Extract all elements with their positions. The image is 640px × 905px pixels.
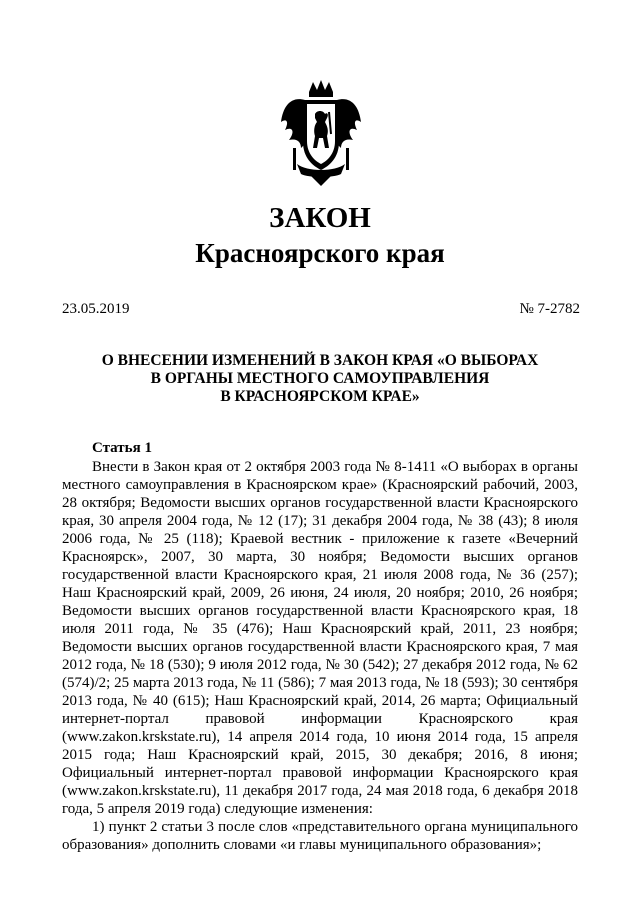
article-body [62, 458, 578, 854]
coat-of-arms-icon [279, 78, 363, 188]
document-title: ЗАКОН [269, 202, 371, 234]
law-title-line: В ОРГАНЫ МЕСТНОГО САМОУПРАВЛЕНИЯ [150, 370, 490, 387]
paragraph: 1) пункт 2 статьи 3 после слов «представительного органа муниципального образования» дополнить словами «и главы муниципального образования»; [62, 819, 578, 853]
document-subtitle: Красноярского края [195, 238, 445, 268]
article-heading: Статья 1 [92, 440, 152, 456]
paragraph: Внести в Закон края от 2 октября 2003 года № 8-1411 «О выборах в органы местного самоуправления в Красноярском крае» (Красноярский рабочий, 2003, 28 октября; Ведомости высших органов государственной власти Красноярского края, 30 апреля 2004 года, № 12 (17); 31 декабря 2004 года, № 38 (43); 8 июля 2006 года, № 25 (118); Краевой вестник - приложение к газете «Вечерний Красноярск», 2007, 30 марта, 30 ноября; Ведомости высших органов государственной власти Красноярского края, 21 июля 2008 года, № 36 (257); Наш Красноярский край, 2009, 26 июня, 24 июля, 20 ноября; 2010, 26 ноября; Ведомости высших органов государственной власти Красноярского края, 18 июля 2011 года, № 35 (476); Наш Красноярский край, 2011, 23 ноября; Ведомости высших органов государственной власти Красноярского края, 7 мая 2012 года, № 18 (530); 9 июля 2012 года, № 30 (542); 27 декабря 2012 года, № 62 (574)/2; 25 марта 2013 года, № 11 (586); 7 мая 2013 года, № 18 (593); 30 сентября 2013 года, № 40 (615); Наш Красноярский край, 2014, 26 марта; Официальный интернет-портал правовой информации Красноярского края (www.zakon.krskstate.ru), 14 апреля 2014 года, 10 июня 2014 года, 15 апреля 2015 года; Наш Красноярский край, 2015, 30 декабря; 2016, 8 июня; Официальный интернет-портал правовой информации Красноярского края (www.zakon.krskstate.ru), 11 декабря 2017 года, 24 мая 2018 года, 6 декабря 2018 года, 5 апреля 2019 года) следующие изменения: [62, 459, 578, 817]
law-title-line: В КРАСНОЯРСКОМ КРАЕ» [220, 388, 420, 405]
law-title-line: О ВНЕСЕНИИ ИЗМЕНЕНИЙ В ЗАКОН КРАЯ «О ВЫБОРАХ [101, 352, 539, 369]
law-title [60, 352, 580, 406]
document-number: № 7-2782 [519, 301, 580, 317]
document-date: 23.05.2019 [62, 301, 130, 317]
